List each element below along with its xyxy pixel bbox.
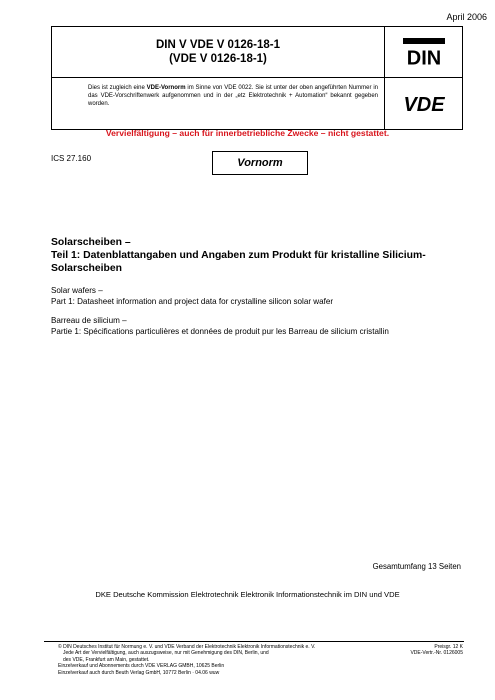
total-pages: Gesamtumfang 13 Seiten (372, 562, 461, 571)
document-number-line2: (VDE V 0126-18-1) (169, 53, 267, 65)
din-logo (385, 27, 463, 78)
vde-logo-icon (394, 93, 454, 115)
issue-date: April 2006 (446, 12, 487, 22)
din-logo-icon (402, 37, 446, 67)
reproduction-warning: Vervielfältigung – auch für innerbetriebliche Zwecke – nicht gestattet. (105, 128, 390, 138)
ics-code: ICS 27.160 (51, 154, 92, 163)
english-title: Solar wafers – Part 1: Datasheet information and project data for crystalline silicon solar wafer (51, 286, 334, 306)
dke-line: DKE Deutsche Kommission Elektrotechnik Elektronik Informationstechnik im DIN und VDE (95, 590, 400, 599)
vde-note: Dies ist zugleich eine VDE-Vornorm im Sinne von VDE 0022. Sie ist unter der oben angeführten Nummer in das VDE-Vorschriftenwerk aufgenommen und in der „etz Elektrotechnik + Automation“ bekannt gegeben worden. (52, 78, 385, 129)
din-logo-label: DIN (406, 47, 442, 67)
document-number (52, 27, 385, 78)
document-type-box (212, 151, 308, 175)
document-number-line1: DIN V VDE V 0126-18-1 (155, 39, 280, 51)
french-title: Barreau de silicium – Partie 1: Spécifications particulières et données de produit pur les Barreau de silicium cristallin (51, 316, 389, 336)
german-title: Solarscheiben – Teil 1: Datenblattangaben und Angaben zum Produkt für kristalline Silicium-Solarscheiben (51, 237, 426, 274)
vde-logo-label: VDE (403, 93, 445, 115)
header-box (51, 26, 463, 130)
footer-price: Preisgr. 12 K VDE-Vertr.-Nr. 0126005 (410, 644, 463, 657)
footer-copyright: © DIN Deutsches Institut für Normung e. V. und VDE Verband der Elektrotechnik Elektronik Informationstechnik e. V. Jede Art der Vervielfältigung, auch auszugsweise, nur mit Genehmigung des DIN, Berlin, und des VDE, Frankfurt am Main, gestattet. Einzelverkauf und Abonnements durch VDE VERLAG GMBH, 10625 Berlin Einzelverkauf auch durch Beuth Verlag GmbH, 10772 Berlin · 04.06 wuw (58, 644, 316, 676)
document-type: Vornorm (237, 157, 283, 169)
footer-divider (44, 641, 464, 642)
vde-logo (385, 78, 463, 129)
